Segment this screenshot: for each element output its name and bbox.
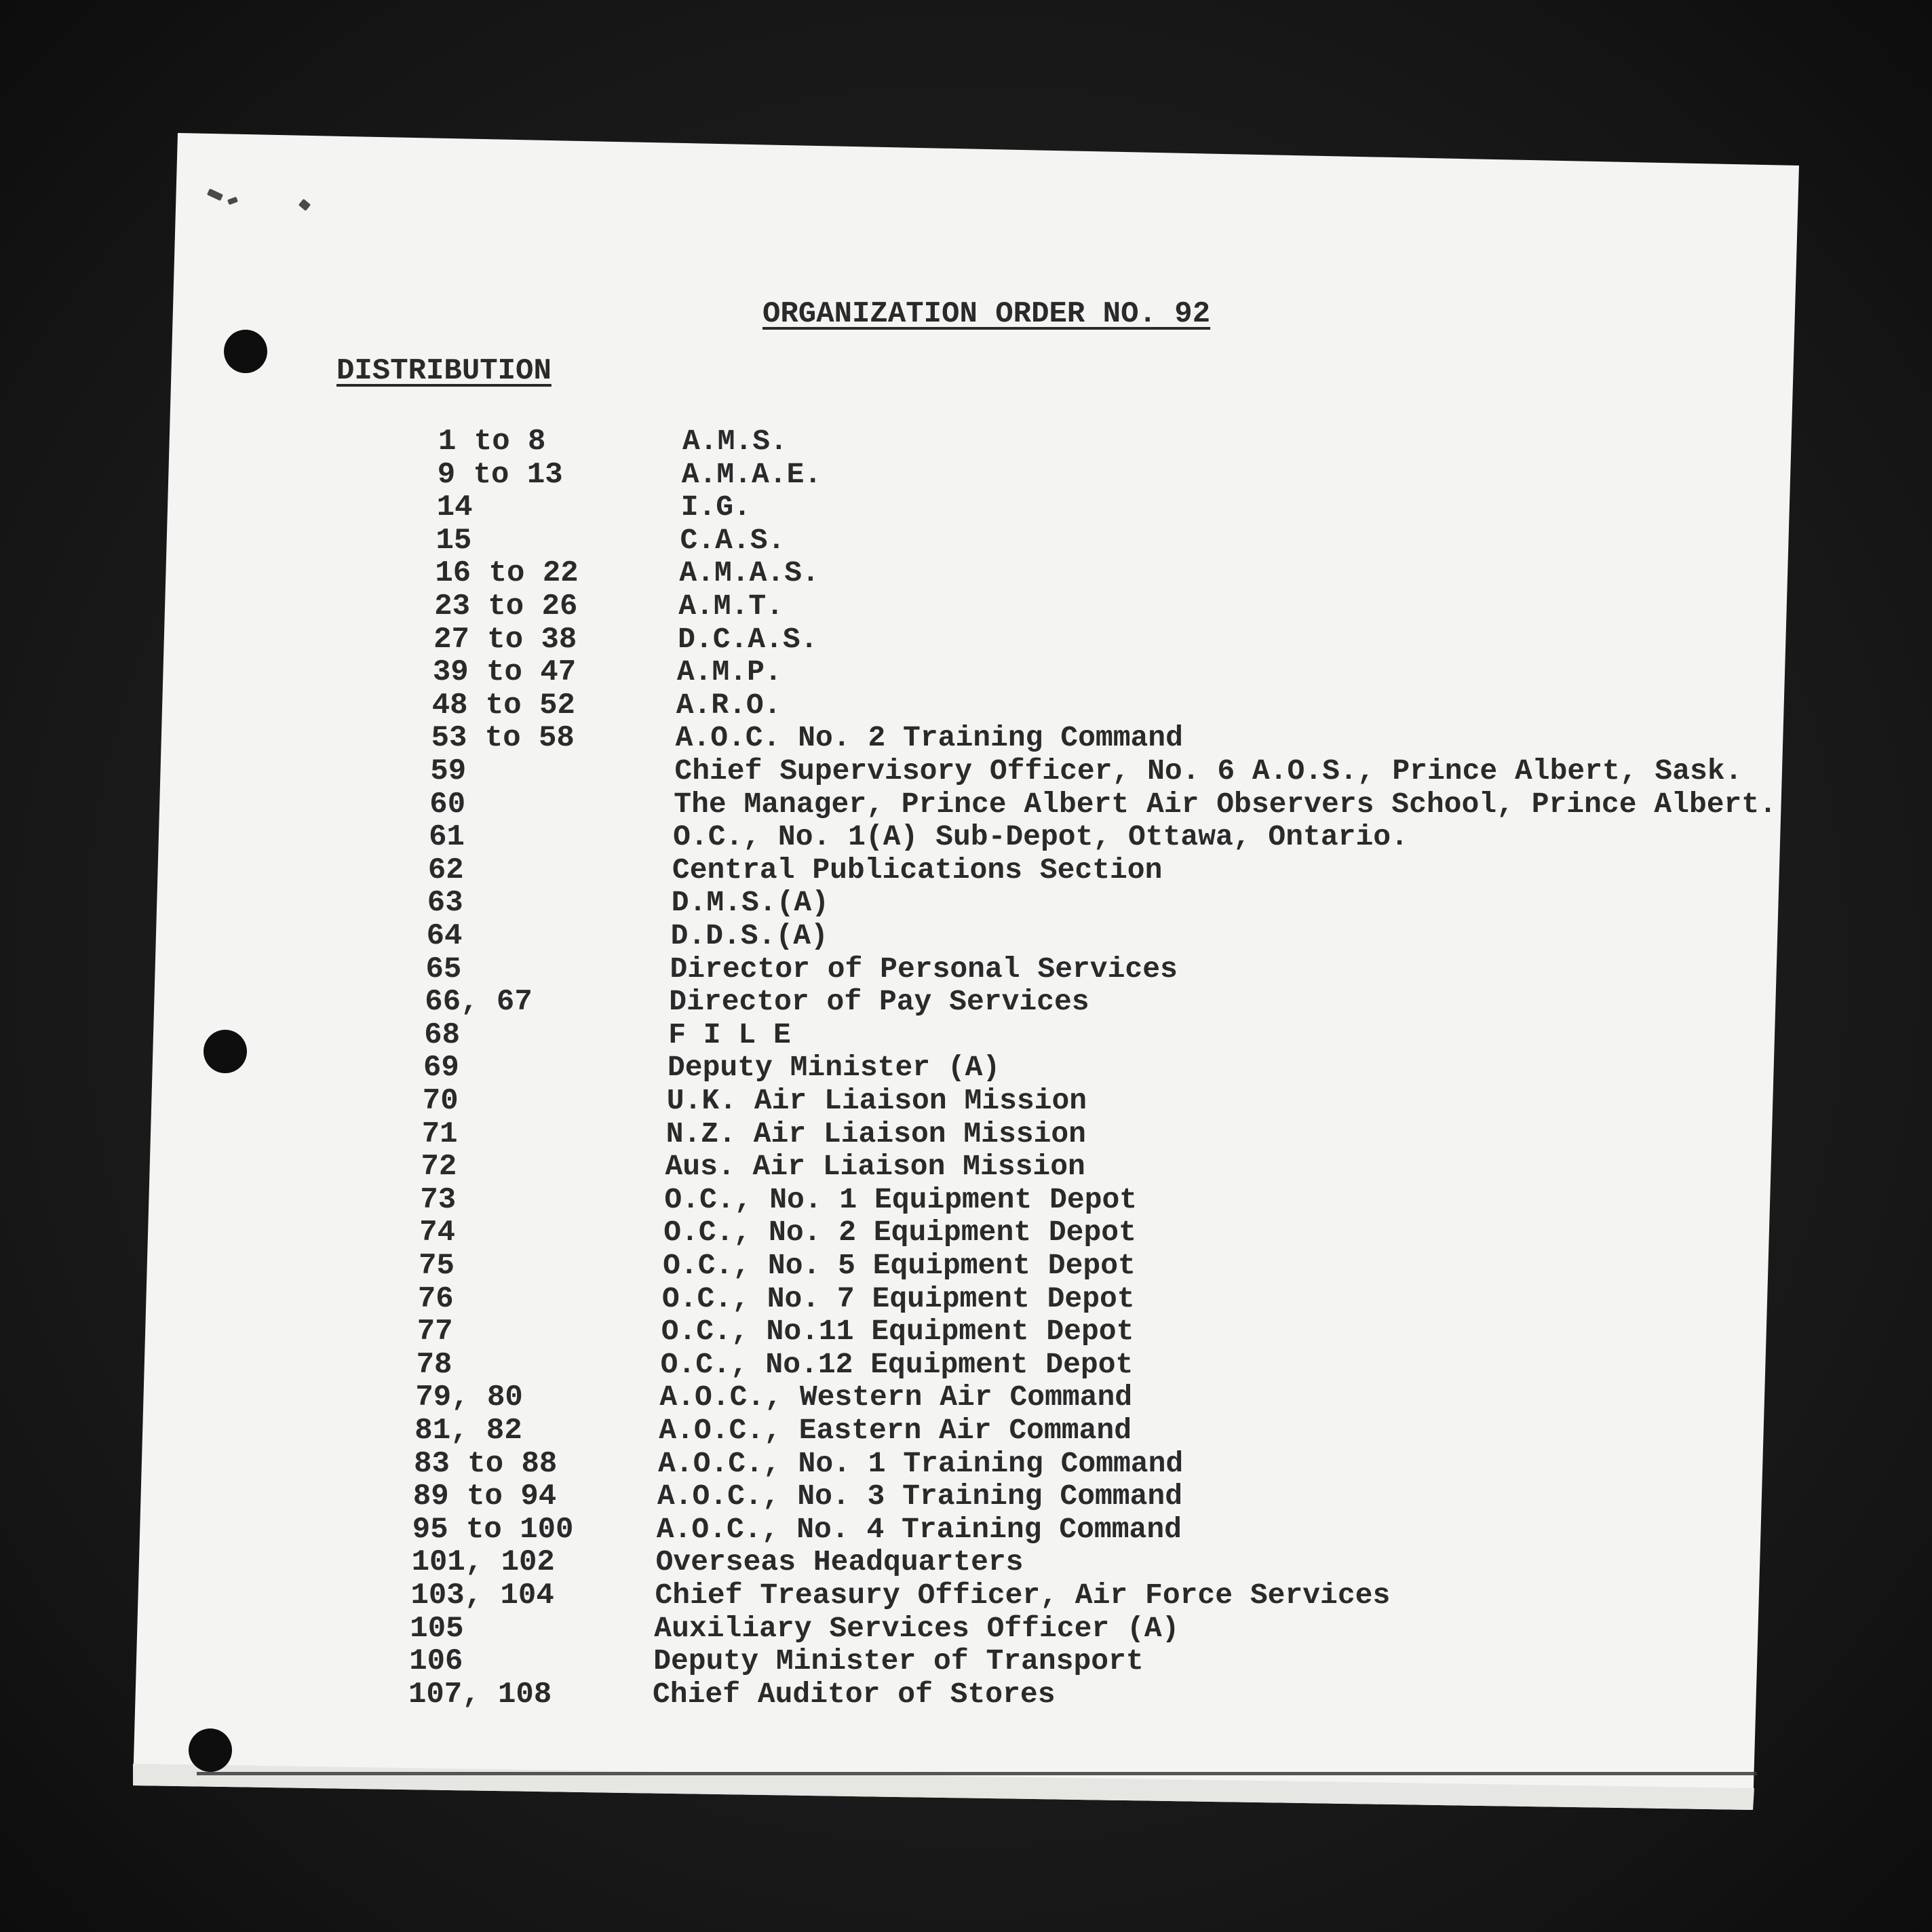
recipient: Director of Personal Services bbox=[670, 952, 1178, 986]
recipient: Central Publications Section bbox=[672, 853, 1163, 887]
copy-range: 64 bbox=[426, 919, 463, 953]
recipient: Chief Treasury Officer, Air Force Services bbox=[655, 1579, 1391, 1612]
copy-range: 14 bbox=[436, 490, 473, 525]
recipient: U.K. Air Liaison Mission bbox=[666, 1084, 1087, 1117]
copy-range: 106 bbox=[409, 1644, 463, 1679]
copy-range: 76 bbox=[417, 1281, 454, 1316]
copy-range: 107, 108 bbox=[408, 1677, 552, 1712]
recipient: Auxiliary Services Officer (A) bbox=[654, 1611, 1180, 1645]
copy-range: 75 bbox=[419, 1249, 455, 1283]
recipient: Aus. Air Liaison Mission bbox=[665, 1150, 1085, 1184]
bottom-rule bbox=[197, 1772, 1757, 1775]
recipient: D.D.S.(A) bbox=[670, 919, 828, 952]
copy-range: 61 bbox=[429, 820, 465, 855]
copy-range: 27 to 38 bbox=[433, 622, 577, 657]
recipient: F I L E bbox=[668, 1018, 791, 1051]
recipient: A.O.C., No. 3 Training Command bbox=[657, 1480, 1183, 1513]
copy-range: 78 bbox=[416, 1347, 452, 1382]
copy-range: 16 to 22 bbox=[435, 556, 579, 591]
copy-range: 9 to 13 bbox=[437, 457, 563, 492]
recipient: O.C., No. 5 Equipment Depot bbox=[663, 1249, 1136, 1282]
copy-range: 95 to 100 bbox=[412, 1512, 574, 1547]
copy-range: 73 bbox=[420, 1182, 457, 1217]
copy-range: 63 bbox=[427, 886, 463, 921]
copy-range: 39 to 47 bbox=[432, 655, 577, 690]
document-title: ORGANIZATION ORDER NO. 92 bbox=[762, 297, 1211, 331]
recipient: A.O.C., No. 4 Training Command bbox=[656, 1512, 1182, 1546]
recipient: A.O.C., Western Air Command bbox=[659, 1380, 1133, 1414]
copy-range: 69 bbox=[423, 1051, 459, 1085]
recipient: The Manager, Prince Albert Air Observers School, Prince Albert. bbox=[674, 787, 1777, 821]
recipient: A.M.P. bbox=[676, 655, 782, 689]
copy-range: 23 to 26 bbox=[434, 590, 578, 623]
recipient: A.O.C., Eastern Air Command bbox=[659, 1414, 1132, 1447]
copy-range: 83 to 88 bbox=[414, 1446, 558, 1481]
copy-range: 101, 102 bbox=[411, 1545, 555, 1580]
recipient: N.Z. Air Liaison Mission bbox=[665, 1117, 1086, 1151]
recipient: I.G. bbox=[680, 490, 751, 524]
recipient: A.M.T. bbox=[678, 590, 784, 623]
copy-range: 77 bbox=[417, 1315, 453, 1349]
copy-range: 60 bbox=[429, 787, 466, 822]
copy-range: 105 bbox=[410, 1611, 464, 1646]
copy-range: 1 to 8 bbox=[438, 425, 546, 459]
recipient: A.O.C. No. 2 Training Command bbox=[675, 721, 1183, 755]
copy-range: 81, 82 bbox=[414, 1414, 522, 1448]
copy-range: 71 bbox=[421, 1117, 458, 1151]
recipient: Deputy Minister of Transport bbox=[653, 1644, 1144, 1678]
recipient: O.C., No.11 Equipment Depot bbox=[661, 1315, 1134, 1349]
copy-range: 65 bbox=[425, 952, 462, 986]
copy-range: 66, 67 bbox=[425, 985, 533, 1020]
copy-range: 59 bbox=[430, 754, 467, 788]
recipient: O.C., No. 2 Equipment Depot bbox=[663, 1216, 1136, 1250]
copy-range: 62 bbox=[427, 853, 464, 887]
recipient: O.C., No. 1(A) Sub-Depot, Ottawa, Ontario. bbox=[673, 820, 1408, 854]
distribution-heading: DISTRIBUTION bbox=[336, 354, 552, 388]
copy-range: 79, 80 bbox=[415, 1380, 523, 1415]
recipient: Chief Supervisory Officer, No. 6 A.O.S., Prince Albert, Sask. bbox=[674, 754, 1743, 788]
recipient: O.C., No. 1 Equipment Depot bbox=[664, 1182, 1138, 1216]
copy-range: 15 bbox=[436, 523, 472, 558]
copy-range: 89 to 94 bbox=[412, 1480, 557, 1514]
recipient: Deputy Minister (A) bbox=[668, 1051, 1001, 1085]
recipient: A.R.O. bbox=[676, 688, 781, 722]
recipient: Overseas Headquarters bbox=[655, 1545, 1024, 1579]
recipient: A.M.S. bbox=[682, 425, 788, 458]
copy-range: 53 to 58 bbox=[431, 721, 575, 756]
recipient: O.C., No.12 Equipment Depot bbox=[660, 1347, 1134, 1381]
recipient: Director of Pay Services bbox=[669, 985, 1089, 1019]
recipient: A.O.C., No. 1 Training Command bbox=[658, 1446, 1184, 1480]
copy-range: 72 bbox=[421, 1150, 457, 1184]
recipient: C.A.S. bbox=[680, 523, 786, 557]
recipient: A.M.A.S. bbox=[679, 556, 819, 590]
recipient: D.M.S.(A) bbox=[671, 886, 830, 920]
recipient: D.C.A.S. bbox=[678, 622, 818, 656]
recipient: O.C., No. 7 Equipment Depot bbox=[661, 1281, 1135, 1315]
copy-range: 70 bbox=[422, 1084, 459, 1118]
copy-range: 103, 104 bbox=[410, 1579, 554, 1612]
copy-range: 74 bbox=[419, 1216, 455, 1250]
recipient: Chief Auditor of Stores bbox=[653, 1677, 1056, 1711]
copy-range: 48 to 52 bbox=[431, 688, 575, 722]
copy-range: 68 bbox=[424, 1018, 460, 1052]
recipient: A.M.A.E. bbox=[681, 457, 822, 491]
